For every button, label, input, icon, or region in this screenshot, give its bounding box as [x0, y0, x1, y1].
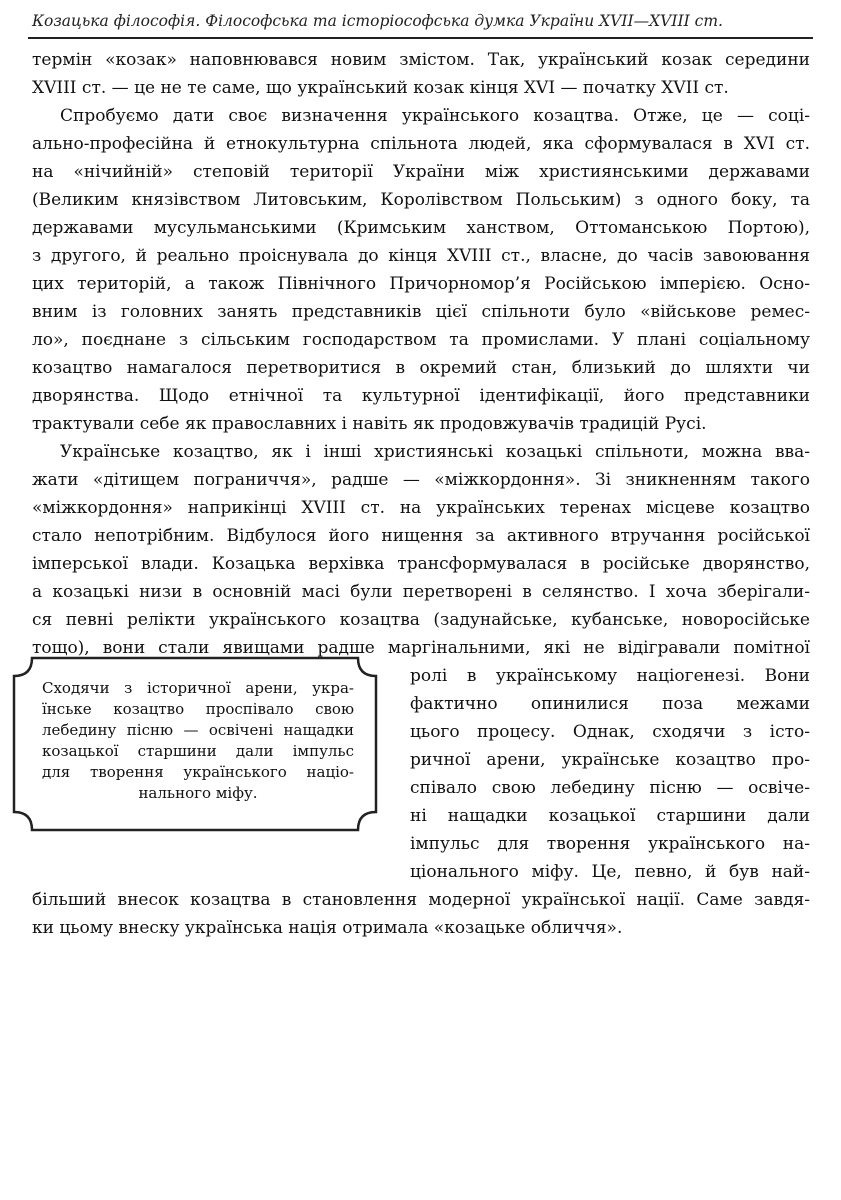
text-line: ся певні релікти українського козацтва (задунайське, кубанське, новоросійське: [32, 610, 810, 630]
text-line: «міжкордоння» наприкінці XVIII ст. на українських теренах місцеве козацтво: [32, 498, 810, 518]
text-line: ально-професійна й етнокультурна спільнота людей, яка сформувалася в XVI ст.: [32, 134, 810, 154]
running-header: Козацька філософія. Філософська та історіософська думка України XVII—XVIII ст.: [32, 12, 723, 30]
text-line: тощо), вони стали явищами радше маргінальними, які не відігравали помітної: [32, 638, 810, 658]
text-line: стало непотрібним. Відбулося його нищення за активного втручання російської: [32, 526, 810, 546]
text-line: XVIII ст. — це не те саме, що український козак кінця XVI — початку XVII ст.: [32, 78, 729, 98]
text-line: ні нащадки козацької старшини дали: [410, 806, 810, 826]
pull-quote-line: лебедину пісню — освічені нащадки: [42, 721, 354, 739]
text-line: ки цьому внеску українська нація отримала «козацьке обличчя».: [32, 918, 623, 938]
text-line: термін «козак» наповнювався новим змістом. Так, український козак середини: [32, 50, 810, 70]
text-line: на «нічийній» степовій території України між християнськими державами: [32, 162, 810, 182]
text-line: з другого, й реально проіснувала до кінця XVIII ст., власне, до часів завоювання: [32, 246, 810, 266]
text-line: ролі в українському націогенезі. Вони: [410, 666, 810, 686]
pull-quote-line: їнське козацтво проспівало свою: [42, 700, 354, 718]
text-line: ричної арени, українське козацтво про-: [410, 750, 810, 770]
pull-quote-line: для творення українського націо-: [42, 763, 354, 781]
text-line: вним із головних занять представників цієї спільноти було «військове ремес-: [32, 302, 810, 322]
pull-quote-line: Сходячи з історичної арени, укра-: [42, 679, 354, 697]
pull-quote-box: [12, 656, 378, 832]
text-line: ло», поєднане з сільським господарством та промислами. У плані соціальному: [32, 330, 810, 350]
text-line: імпульс для творення українського на-: [410, 834, 810, 854]
text-line: дворянства. Щодо етнічної та культурної ідентифікації, його представники: [32, 386, 810, 406]
text-line: а козацькі низи в основній масі були перетворені в селянство. І хоча зберігали-: [32, 582, 810, 602]
text-line: (Великим князівством Литовським, Королівством Польським) з одного боку, та: [32, 190, 810, 210]
text-line: Українське козацтво, як і інші християнські козацькі спільноти, можна вва-: [60, 442, 810, 462]
text-line: цих територій, а також Північного Причорномор’я Російською імперією. Осно-: [32, 274, 810, 294]
text-line: імперської влади. Козацька верхівка трансформувалася в російське дворянство,: [32, 554, 810, 574]
text-line: більший внесок козацтва в становлення модерної української нації. Саме завдя-: [32, 890, 810, 910]
pull-quote-text: [42, 678, 354, 804]
text-line: козацтво намагалося перетворитися в окремий стан, близький до шляхти чи: [32, 358, 810, 378]
text-line: фактично опинилися поза межами: [410, 694, 810, 714]
text-line: ціонального міфу. Це, певно, й був най-: [410, 862, 810, 882]
text-line: державами мусульманськими (Кримським ханством, Оттоманською Портою),: [32, 218, 810, 238]
pull-quote-line: козацької старшини дали імпульс: [42, 742, 354, 760]
text-line: Спробуємо дати своє визначення українського козацтва. Отже, це — соці-: [60, 106, 810, 126]
text-line: співало свою лебедину пісню — освіче-: [410, 778, 810, 798]
text-line: трактували себе як православних і навіть як продовжувачів традицій Русі.: [32, 414, 707, 434]
header-rule: [28, 37, 813, 39]
text-line: жати «дітищем пограниччя», радше — «міжкордоння». Зі зникненням такого: [32, 470, 810, 490]
text-line: цього процесу. Однак, сходячи з істо-: [410, 722, 810, 742]
pull-quote-line: нального міфу.: [138, 784, 258, 802]
